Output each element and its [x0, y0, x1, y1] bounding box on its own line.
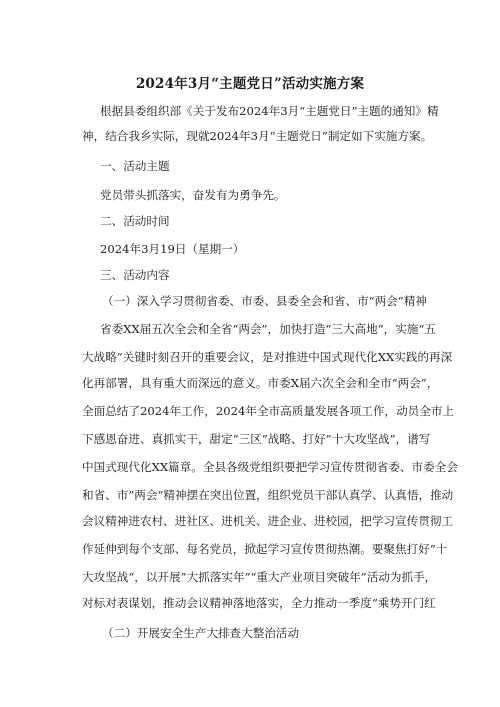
content-item-1-line-5: 全面总结了2024年工作，2024年全市高质量发展各项工作，动员全市上	[82, 404, 455, 418]
content-item-1-line-4: 化再部署，具有重大而深远的意义。市委X届六次全会和全市“两会”，	[82, 376, 439, 390]
content-item-1-line-8: 和省、市”两会“精神摆在突出位置，组织党员干部认真学、认真悟，推动	[82, 488, 454, 502]
content-item-1-line-7: 中国式现代化XX篇章。全县各级党组织要把学习宣传贯彻省委、市委全会	[82, 460, 458, 474]
content-item-2: （二）开展安全生产大排查大整治活动	[102, 626, 300, 640]
content-item-1-line-11: 大攻坚战“，以开展”大抓落实年”“重大产业项目突破年”活动为抓手，	[82, 570, 437, 584]
time-content: 2024年3月19日（星期一）	[100, 242, 245, 256]
intro-line-2: 神，结合我乡实际，现就2024年3月“主题党日”制定如下实施方案。	[82, 129, 433, 143]
section-heading-theme: 一、活动主题	[100, 159, 170, 173]
content-item-1-line-10: 作延伸到每个支部、每名党员，掀起学习宣传贯彻热潮。要聚焦打好”十	[82, 542, 448, 556]
section-heading-content: 三、活动内容	[100, 268, 170, 282]
section-heading-time: 二、活动时间	[100, 214, 170, 228]
content-item-1-line-2: 省委XX届五次全会和全省“两会”，加快打造“三大高地”，实施“五	[100, 322, 436, 336]
content-item-1-line-3: 大战略”关键时刻召开的重要会议，是对推进中国式现代化XX实践的再深	[82, 350, 453, 364]
content-item-1-line-1: （一）深入学习贯彻省委、市委、县委全会和省、市“两会“精神	[102, 294, 427, 308]
intro-line-1: 根据县委组织部《关于发布2024年3月“主题党日”主题的通知》精	[100, 104, 439, 118]
content-item-1-line-6: 下感恩奋进、真抓实干，甜定“三区”战略、打好”十大攻坚战”，谱写	[82, 432, 431, 446]
content-item-1-line-9: 会议精神进农村、进社区、进机关、进企业、进校园，把学习宣传贯彻工	[82, 514, 454, 528]
content-item-1-line-12: 对标对表谋划，推动会议精神落地落实，全力推动一季度“乘势开门红	[82, 596, 436, 610]
theme-content: 党员带头抓落实，奋发有为勇争先。	[100, 188, 286, 202]
document-title: 2024年3月“主题党日”活动实施方案	[135, 76, 365, 92]
